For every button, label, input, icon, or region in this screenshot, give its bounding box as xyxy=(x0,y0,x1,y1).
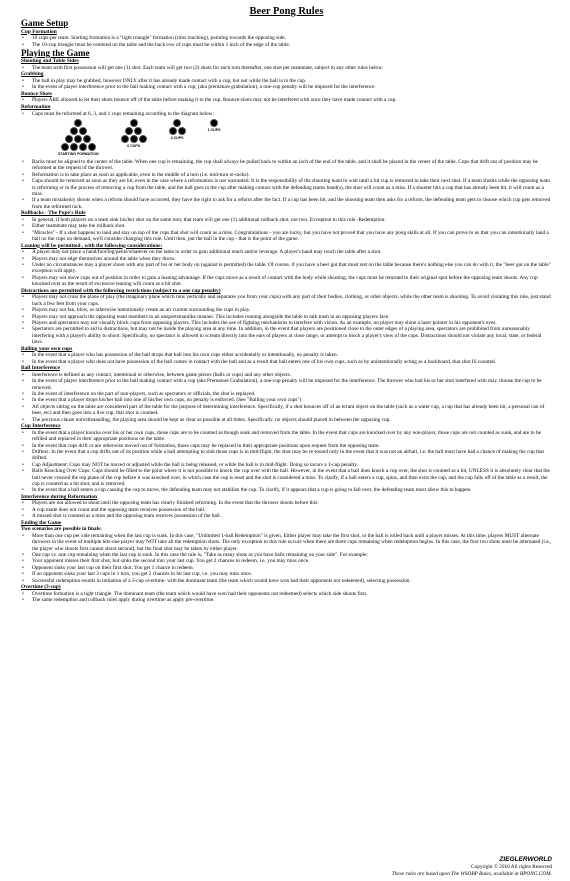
rule-item: • "Miracles" - If a shot happens to land and stay on top of the cups that shot will count as a miss. Congratulations - you are lucky, but you have not proved that you have any pong skills at all. If you can prove to us that you can intentionally land a ball on the cups on demand, we'll consider changing this rule. Until then, put the ball in the cup - that is the point of the game. xyxy=(21,230,552,243)
rule-item: • Players are not allowed to shoot until the opposing team has clearly finished reforming. In the event that the thrower shoots before this: xyxy=(21,500,552,506)
rule-item: • Players may not edge themselves around the table when they throw. xyxy=(21,256,552,262)
rule-item: • Players ARE allowed to let their shots bounce off of the table before making it to the cup. Bounce-shots may not be interfered with once they have made contact with a cup. xyxy=(21,97,552,103)
cup-icon xyxy=(125,127,133,135)
rule-item: • The 10-cup triangle must be centered on the table and the back row of cups must be within 1 inch of the edge of the table. xyxy=(21,42,552,48)
rule-item: • Under no circumstances may a player shoot with any part of his or her body on (against is permitted) the table. Of course, if you have a beer gut that must rest on the table because there's nothing else you can do with it, the "beer gut on the table" exception will apply. xyxy=(21,262,552,275)
ending-intro: Two scenarios are possible in finals: xyxy=(21,526,102,533)
rule-item: • Balls Knocking Over Cups: Cups should be filled to the point where it is not possible to knock the cup over with the ball. However, in the event that a ball does knock a cup over, the shot is counted as a hit, UNLESS it is absolutely clear that the ball never crossed the top plane of the cup before it was knocked over, in which case the cup is reset and the shot is considered a miss. To clarify, if a ball enters a cup, spins, and then exits the cup, and the cup falls off of the table as a result, the cup is counted as a hit shot, and is removed. xyxy=(21,468,552,487)
cup-icon xyxy=(173,119,181,127)
cup-row xyxy=(125,127,142,135)
cup-icon xyxy=(61,143,69,151)
rule-list xyxy=(21,78,552,91)
rule-list xyxy=(21,249,552,288)
rule-item: • Opponent sinks your last cup on their first shot. You get 1 chance to redeem. xyxy=(21,565,552,571)
cup-icon xyxy=(88,143,96,151)
rule-item: • In general, if both players on a team sink his/her shot on the same turn, that team will get one (1) additional rollback shot, not two: Exception to this rule -Redemption. xyxy=(21,217,552,223)
rule-item: • In the event of player interference prior to the ball making contact with a cup, (aka premature grabulation), a one-cup penalty will be imposed for the interference. xyxy=(21,84,552,90)
section-label: Reformation xyxy=(21,103,51,110)
rule-item: • If an opponent sinks your last 3 cups in 1 turn, you get 2 chances to hit last cup, i.e. you may miss once. xyxy=(21,571,552,577)
rule-item: • More than one cup per side remaining when the last cup is sunk. In this case, "Unlimited 1-ball Redemption" is given. Either player may take the first shot, or the ball is rolled back until a player misses. At this time, players MUST alternate throwers in the event of multiple hits-one player may NOT take all the redemption shots. The only exception to this rule occurs when there are three cups remaining when redemption begins. In this case, the first two shots must be alternated (i.e., the player who shoots first cannot shoot second), but the final shot may be taken by either player. xyxy=(21,533,552,552)
rule-item: • Players and spectators may not visually block cups from opposing players. This includes the use of fighting mechanisms to interfere with vision. As an example, no player may shine a laser pointer in his opponent's eyes. xyxy=(21,320,552,326)
rule-item: • In the event that a player knocks over his or her own cups, those cups are to be counted as though sunk and removed from the table. In the event that cups are knocked over by any non-player, those cups are not counted as sunk, and are to be refilled and replaced in their appropriate positions on the table. xyxy=(21,430,552,443)
cup-icon xyxy=(178,127,186,135)
rule-list xyxy=(21,591,552,604)
rule-list xyxy=(21,159,552,210)
section-label: Bounce Shots xyxy=(21,90,53,97)
rule-item: • Cups should be removed as soon as they are hit, even in the case where a reformation is not warranted. It is the responsibility of the shooting team to wait until a hit cup is removed to take their next shot. If a team shoots while the opposing team is reforming or in the process of removing a cup from the table, and the ball goes in the cup after making contact with the defending teams hand(s), the shot will count as a miss. If a shooter hits a cup that has already been hit, it will count as a miss. xyxy=(21,178,552,197)
rule-item: • In the event that cups drift or are otherwise moved out of formation, those cups may be replaced in their appropriate positions upon request from the opposing team. xyxy=(21,443,552,449)
section-label: Grabbing xyxy=(21,71,44,78)
rule-list xyxy=(21,65,552,71)
cup-icon xyxy=(74,135,82,143)
cup-triangle xyxy=(210,119,218,127)
formation-label: 3 CUPS xyxy=(170,135,184,140)
rule-item: • The ball in play may be grabbed, however ONLY after it has already made contact with a cup, but not while the ball is in the cup. xyxy=(21,78,552,84)
rule-item: • Players may not move cups out of position in order to gain a leaning advantage. If the cups move as a result of contact with the body while shooting, the cups must be returned to their original spot before the opposing team shoots. Any cup knocked over as the result of excessive leaning will count as a hit shot. xyxy=(21,275,552,288)
formation-1-cup xyxy=(208,119,221,156)
rule-list xyxy=(21,97,552,103)
cup-triangle xyxy=(121,119,147,143)
rule-item: • Players may not approach the opposing team members in an unsportsmanlike manner. This includes running alongside the table to talk trash in an opposing players face. xyxy=(21,314,552,320)
cup-row xyxy=(169,127,186,135)
rule-item: • Interference is defined as any contact, intentional or otherwise, between game pieces (balls or cups) and any other objects. xyxy=(21,372,552,378)
rule-item: • The team with first possession will get one (1) shot. Each team will get two (2) shots for each turn thereafter, one shot per teammate, subject to any other rules below. xyxy=(21,65,552,71)
cup-icon xyxy=(74,119,82,127)
formation-label: 1 CUPS xyxy=(207,127,221,132)
rule-item: • Cups must be reformed at 6, 3, and 1 cups remaining according to the diagram below: xyxy=(21,111,552,117)
cup-icon xyxy=(79,127,87,135)
rule-item: • Reformation is to take place as soon as applicable, even in the middle of a turn (i.e. mid-turn re-racks). xyxy=(21,172,552,178)
cup-triangle xyxy=(61,119,96,151)
cup-icon xyxy=(169,127,177,135)
rule-list xyxy=(21,372,552,423)
cup-icon xyxy=(210,119,218,127)
rule-item: • Drifters: In the event that a cup drifts out of its position while a ball attempting to sink those cups is in mid-flight, the shot may be re-tossed only in the event that it was not an airball, i.e. the ball must have had a chance of making the cup that drifted. xyxy=(21,449,552,462)
cup-icon xyxy=(65,135,73,143)
rule-item: • 10 cups-per team. Starting formation is a "tight triangle" formation (rims touching), pointing towards the opposing side. xyxy=(21,35,552,41)
cup-icon xyxy=(70,143,78,151)
section-label: Ball Interference xyxy=(21,365,60,372)
cup-icon xyxy=(134,127,142,135)
cup-row xyxy=(210,119,218,127)
game-setup-heading: Game Setup xyxy=(21,18,69,28)
copyright: Copyright © 2010 All rights Reserved xyxy=(471,864,552,870)
cup-icon xyxy=(121,135,129,143)
formation-starting xyxy=(58,119,99,156)
rule-item: • All objects sitting on the table are considered part of the table for the purpose of determining interference. Specifically, if a shot bounces off of an errant object on the table (such as a water cup, a cup that has already been hit, a personal can of beer, etc) and then goes into a live cup, that shot is counted. xyxy=(21,404,552,417)
section-label: Balling your own cups xyxy=(21,345,73,352)
cup-icon xyxy=(79,143,87,151)
rule-list xyxy=(21,533,552,584)
cup-row xyxy=(61,143,96,151)
rule-item: • If a team mistakenly shoots when a reform should have occurred, they have the right to ask for a reform after the fact. If a cup has been hit, and the shooting team then asks for a reform, the defending team gets to choose which cup gets removed from the reformed rack. xyxy=(21,197,552,210)
page-title: Beer Pong Rules xyxy=(249,6,324,17)
section-label: Ending the Game xyxy=(21,519,62,526)
section-label: Leaning will be permitted , with the following considerations: xyxy=(21,242,163,249)
rule-item: • A missed shot is counted as a miss and the opposing team receives possession of the ball. xyxy=(21,513,552,519)
cup-icon xyxy=(83,135,91,143)
rule-item: • In the event of interference on the part of non-players, such as spectators or officials, the shot is replayed. xyxy=(21,391,552,397)
cup-row xyxy=(121,135,147,143)
cup-row xyxy=(130,119,138,127)
rule-item: • A player may not place a hand/foot/leg/penis/whatever on the table in order to gain additional reach and/or leverage. A player's hand may touch the table after a shot. xyxy=(21,249,552,255)
formation-6-cups xyxy=(121,119,147,156)
reformation-diagram xyxy=(21,117,552,159)
rule-list xyxy=(21,35,552,48)
rule-list xyxy=(21,294,552,345)
footer xyxy=(21,855,552,877)
rule-item: • Spectators are permitted to aid in distractions, but may not be inside the playing area at any time. In addition, in the event that players are positioned close to the outer edges of a playing area, spectators are prohibited from unreasonably interfering with a player's ability to shoot. Specifically, no spectator is allowed to scream directly into the ears of players at close range, or attempt to block a player's view of the cups. Distractions should not violate any local, state, or federal laws. xyxy=(21,326,552,345)
formation-label: 6 CUPS xyxy=(127,143,141,148)
formation-label: STARTING FORMATION xyxy=(58,151,99,156)
rule-item: • Cup Adjustment: Cups may NOT be moved or adjusted while the ball is being released, or while the ball is in mid-flight. Doing so incurs a 1-cup penalty. xyxy=(21,462,552,468)
section-label: Cup Interference xyxy=(21,423,61,430)
rule-item: • In the event that a ball enters a cup causing the cup to move, the defending team may not stabilize the cup. To clarify, if it appears that a cup is going to fall over, the defending team must allow this to happen. xyxy=(21,487,552,493)
section-label: Overtime (3-cup) xyxy=(21,584,61,591)
cup-row xyxy=(70,127,87,135)
playing-heading: Playing the Game xyxy=(21,47,90,58)
rule-item: • The previous clause notwithstanding, the playing area should be kept as clear as possible at all times. Specifically, no objects should placed in between the opposing cup. xyxy=(21,417,552,423)
formation-3-cups xyxy=(169,119,186,156)
cup-icon xyxy=(139,135,147,143)
cup-icon xyxy=(130,119,138,127)
rule-item: • A cup made does not count and the opposing team receives possession of the ball. xyxy=(21,507,552,513)
section-label: Cup Formation xyxy=(21,28,57,35)
cup-row xyxy=(173,119,181,127)
rules-basis-note: These rules are based upon The WSOBP Rules, available at BPONG.COM. xyxy=(391,871,552,877)
rule-item: • Players may not fan, blow, or otherwise intentionally create an air current surrounding the cups in play. xyxy=(21,307,552,313)
rules-page xyxy=(21,5,552,877)
rule-item: • Successful redemption results in initiation of a 3-cup overtime- with the dominant team (the team which would have won had their opponents not redeemed), selecting possession. xyxy=(21,578,552,584)
rule-item: • In the event that a player who has possession of the ball drops that ball into his own cups either accidentally or intentionally, no penalty is taken. xyxy=(21,352,552,358)
rule-item: • Your opponent misses their first shot, but sinks the second into your last cup. You get 2 chances to redeem, i.e. you may miss once. xyxy=(21,558,552,564)
rule-item: • Players may not cross the plane of play (the imaginary plane which runs vertically and separates you from your cups) with any part of their bodies, clothing, or other objects, while the other team is shooting. To avoid violating this rule, just stand back a few feet from your cups. xyxy=(21,294,552,307)
cup-row xyxy=(74,119,82,127)
rule-item: • The same redemption and rollback rules apply during overtime as apply pre-overtime. xyxy=(21,597,552,603)
section-label: Interference during Reformation xyxy=(21,493,97,500)
rule-item: • Either teammate may take the rollback shot. xyxy=(21,223,552,229)
rule-item: • In the event that a player drops his/her ball into one of his/her own cups, no penalty is enforced. (See "Balling your own cups") xyxy=(21,397,552,403)
rule-item: • One cup vs. one cup remaining when the last cup is sunk. In this case the rule is, "Take as many shots as you have balls remaining on your side". For example: xyxy=(21,552,552,558)
section-label: Rollbacks - The Pope's Rule xyxy=(21,210,86,217)
cup-icon xyxy=(70,127,78,135)
rule-item: • In the event of player interference prior to the ball making contact with a cup (aka Premature Grabulation), a one-cup penalty will be imposed for the interference. The thrower who had his or her shot interfered with may choose the cup to be removed. xyxy=(21,378,552,391)
rule-item: • In the event that a player who does not have possession of the ball comes in contact with the ball and as a result that ball enters one of his own cups, such as by unintentionally acting as a backboard, that shot IS counted. xyxy=(21,359,552,365)
rule-list xyxy=(21,217,552,243)
section-label: Shooting and Table Sides xyxy=(21,58,79,65)
rule-item: • Racks must be aligned to the center of the table. When one cup is remaining, the cup shall always be pulled back to within an inch of the end of the table, and it shall be placed in the center of the table. Cups that drift out of position may be reformed at the request of the thrower. xyxy=(21,159,552,172)
cup-row xyxy=(65,135,91,143)
cup-triangle xyxy=(169,119,186,135)
rule-list xyxy=(21,352,552,365)
rule-item: • Overtime formation is a tight triangle. The dominant team (the team which would have won had their opponents not redeemed) selects which side shoots first. xyxy=(21,591,552,597)
rule-list xyxy=(21,430,552,494)
cup-icon xyxy=(130,135,138,143)
rule-list xyxy=(21,500,552,519)
zieglerworld-logo: ZIEGLERWORLD xyxy=(499,856,552,863)
section-label: Distractions are permitted with the following restrictions (subject to a one cup penalty) xyxy=(21,287,221,294)
